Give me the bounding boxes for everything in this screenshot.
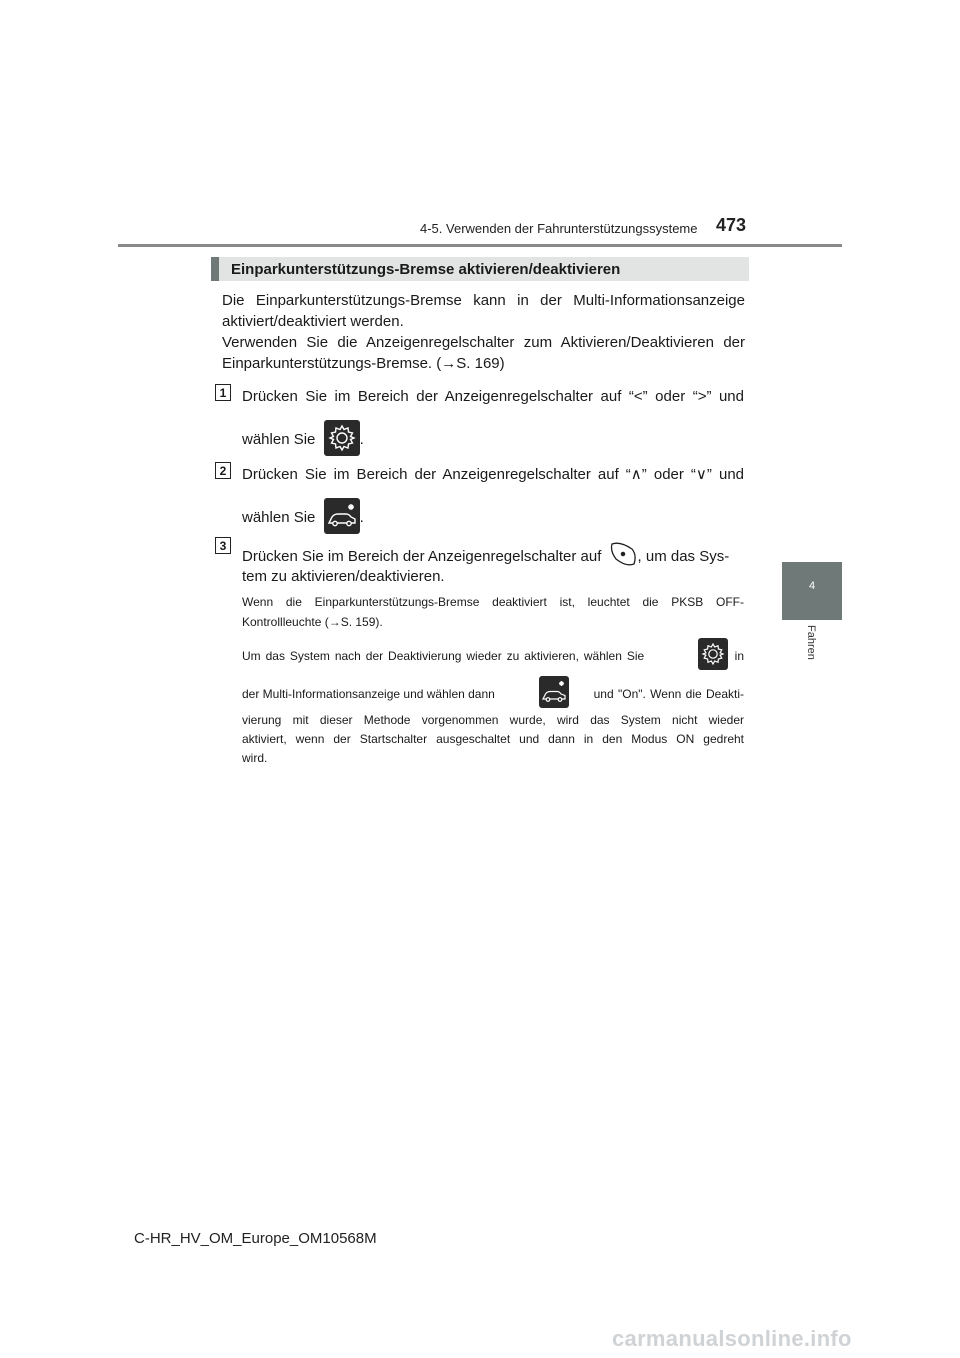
step-2-text-after: . — [359, 508, 364, 526]
note-2-line-1-end: in — [734, 649, 744, 663]
watermark: carmanualsonline.info — [612, 1326, 852, 1351]
settings-gear-icon-small — [698, 638, 728, 670]
note-2-line-1-text: Um das System nach der Deaktivierung wieder zu aktivieren, wählen Sie — [242, 649, 645, 663]
step-2-line-2 — [242, 500, 364, 536]
page-number: 473 — [716, 215, 747, 235]
pksb-car-icon-small — [539, 676, 569, 708]
intro-line-3: Verwenden Sie die Anzeigenregelschalter zum Aktivieren/Deaktivieren der — [222, 334, 745, 351]
intro-line-4: Einparkunterstützungs-Bremse. (→S. 169) — [222, 355, 505, 372]
header-rule — [118, 244, 842, 247]
note-2-line-1 — [242, 638, 744, 672]
step-1-line-1: Drücken Sie im Bereich der Anzeigenregelschalter auf “<” oder “>” und — [242, 388, 744, 405]
settings-gear-icon — [324, 420, 360, 456]
chapter-tab — [782, 562, 842, 620]
step-1-text-after: . — [359, 430, 364, 448]
chapter-label: Fahren — [805, 625, 817, 660]
document-id-footer: C-HR_HV_OM_Europe_OM10568M — [134, 1230, 377, 1247]
note-2-line-5: wird. — [242, 751, 268, 765]
note-1-line-1: Wenn die Einparkunterstützungs-Bremse deaktiviert ist, leuchtet die PKSB OFF- — [242, 595, 744, 609]
step-number-3: 3 — [215, 537, 231, 554]
section-heading-bar — [211, 257, 749, 281]
ok-button-icon — [608, 539, 638, 569]
step-2-text-before: wählen Sie — [242, 508, 316, 526]
step-1-text-before: wählen Sie — [242, 430, 316, 448]
pksb-car-icon — [324, 498, 360, 534]
step-number-2: 2 — [215, 462, 231, 479]
step-3-line-2: tem zu aktivieren/deaktivieren. — [242, 568, 445, 585]
note-2-line-2-end: und "On". Wenn die Deakti- — [593, 687, 744, 701]
section-title: Einparkunterstützungs-Bremse aktivieren/deaktivieren — [231, 261, 621, 278]
step-2-line-1: Drücken Sie im Bereich der Anzeigenregelschalter auf “∧” oder “∨” und — [242, 466, 744, 483]
step-3-text-after: , um das Sys- — [637, 547, 730, 565]
note-2-line-4: aktiviert, wenn der Startschalter ausgeschaltet und dann in den Modus ON gedreht — [242, 732, 744, 746]
step-number-1: 1 — [215, 384, 231, 401]
note-1-line-2: Kontrollleuchte (→S. 159). — [242, 615, 383, 629]
intro-line-2: aktiviert/deaktiviert werden. — [222, 313, 404, 330]
chapter-label-container — [788, 625, 836, 675]
chapter-number: 4 — [808, 580, 816, 592]
note-2-line-2-text: der Multi-Informationsanzeige und wählen dann — [242, 687, 495, 701]
step-3-text-before: Drücken Sie im Bereich der Anzeigenregelschalter auf — [242, 547, 602, 565]
intro-line-1: Die Einparkunterstützungs-Bremse kann in der Multi-Informationsanzeige — [222, 292, 745, 309]
step-1-line-2 — [242, 422, 364, 458]
note-2-line-3: vierung mit dieser Methode vorgenommen wurde, wird das System nicht wieder — [242, 713, 744, 727]
note-2-line-2 — [242, 676, 744, 710]
running-header-section: 4-5. Verwenden der Fahrunterstützungssysteme — [420, 221, 698, 236]
